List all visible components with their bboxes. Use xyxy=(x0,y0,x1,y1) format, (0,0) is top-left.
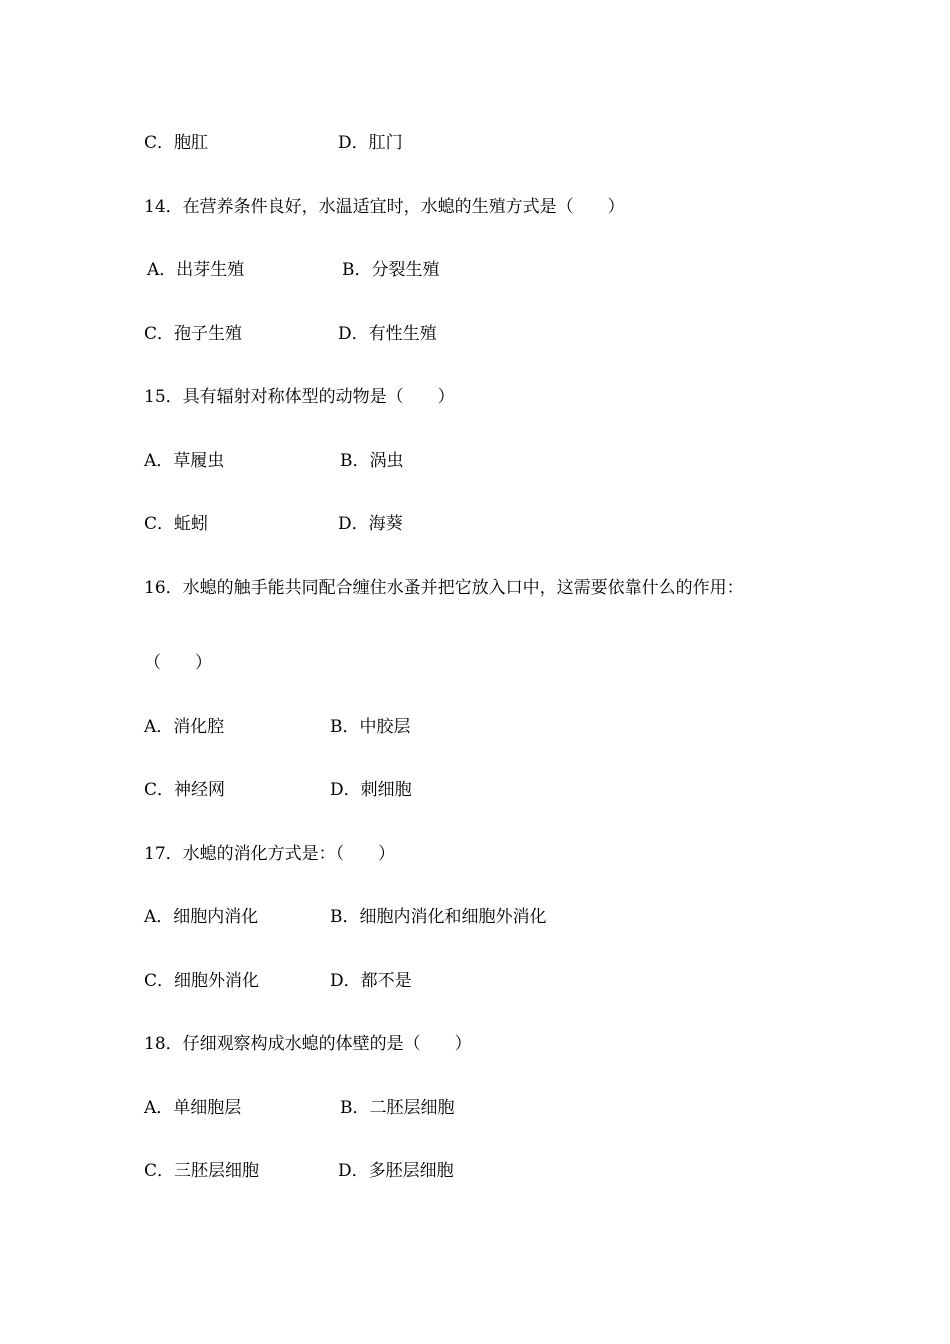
q15-option-a: A．草履虫 xyxy=(144,451,225,471)
q17-option-b: B．细胞内消化和细胞外消化 xyxy=(330,907,547,927)
q16-option-d: D．刺细胞 xyxy=(330,780,412,800)
q13-option-d: D．肛门 xyxy=(338,133,403,153)
q18-option-d: D．多胚层细胞 xyxy=(338,1161,454,1181)
q14-option-b: B．分裂生殖 xyxy=(342,260,440,280)
q14-option-a: A．出芽生殖 xyxy=(147,260,245,280)
q14-stem: 14．在营养条件良好，水温适宜时，水螅的生殖方式是（ ） xyxy=(144,197,625,217)
q17-option-c: C．细胞外消化 xyxy=(144,971,260,991)
q16-option-b: B．中胶层 xyxy=(330,717,411,737)
q18-stem: 18．仔细观察构成水螅的体壁的是（ ） xyxy=(144,1034,472,1054)
q14-option-d: D．有性生殖 xyxy=(338,324,437,344)
q14-option-c: C．孢子生殖 xyxy=(144,324,243,344)
q16-option-c: C．神经网 xyxy=(144,780,226,800)
q16-stem: 16．水螅的触手能共同配合缠住水蚤并把它放入口中，这需要依靠什么的作用： xyxy=(144,578,744,598)
q17-option-a: A．细胞内消化 xyxy=(144,907,259,927)
q16-stem-answer-blank: （ ） xyxy=(144,653,212,673)
q18-option-a: A．单细胞层 xyxy=(144,1098,242,1118)
q15-option-b: B．涡虫 xyxy=(340,451,404,471)
q13-option-c: C．胞肛 xyxy=(144,133,209,153)
q17-option-d: D．都不是 xyxy=(330,971,412,991)
q17-stem: 17．水螅的消化方式是：（ ） xyxy=(144,844,396,864)
q18-option-b: B．二胚层细胞 xyxy=(340,1098,455,1118)
q16-option-a: A．消化腔 xyxy=(144,717,225,737)
q18-option-c: C．三胚层细胞 xyxy=(144,1161,260,1181)
q15-option-c: C．蚯蚓 xyxy=(144,514,209,534)
q15-stem: 15．具有辐射对称体型的动物是（ ） xyxy=(144,387,455,407)
q15-option-d: D．海葵 xyxy=(338,514,403,534)
